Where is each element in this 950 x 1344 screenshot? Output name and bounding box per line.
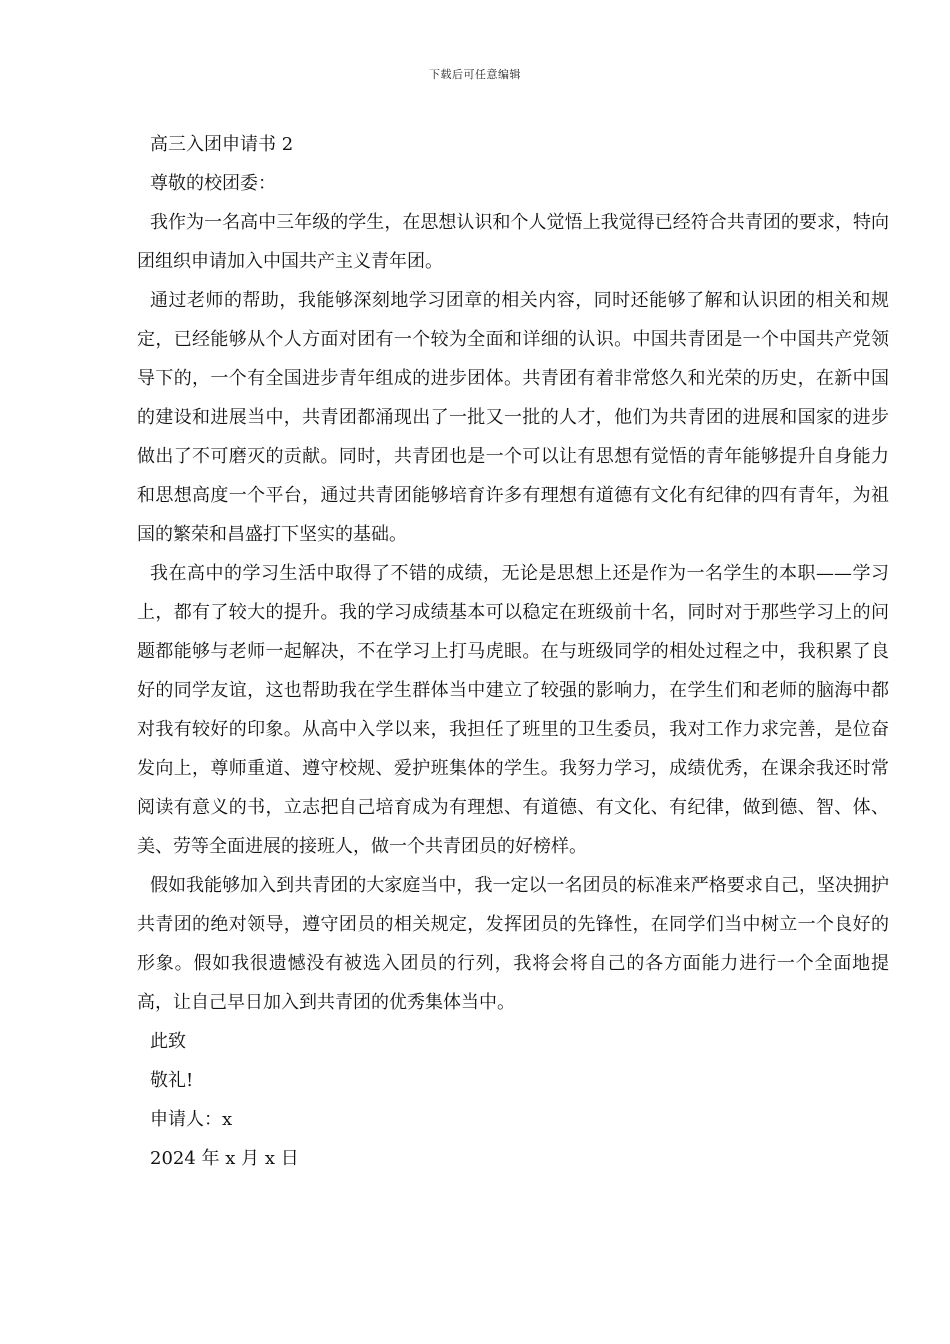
letter-closing-2: 敬礼!	[150, 1070, 194, 1091]
page-header-note: 下载后可任意编辑	[429, 68, 521, 81]
letter-closing-1: 此致	[150, 1031, 186, 1052]
letter-paragraph-4: 假如我能够加入到共青团的大家庭当中，我一定以一名团员的标准来严格要求自己，坚决拥护共青团的绝对领导，遵守团员的相关规定，发挥团员的先锋性，在同学们当中树立一个良好的形象。假如我很遗憾没有被选入团员的行列，我将会将自己的各方面能力进行一个全面地提高，让自己早日加入到共青团的优秀集体当中。	[137, 875, 889, 1013]
letter-body	[137, 125, 889, 1178]
letter-paragraph-1: 我作为一名高中三年级的学生，在思想认识和个人觉悟上我觉得已经符合共青团的要求，特向团组织申请加入中国共产主义青年团。	[137, 212, 889, 272]
letter-paragraph-3: 我在高中的学习生活中取得了不错的成绩，无论是思想上还是作为一名学生的本职——学习上，都有了较大的提升。我的学习成绩基本可以稳定在班级前十名，同时对于那些学习上的问题都能够与老师一起解决，不在学习上打马虎眼。在与班级同学的相处过程之中，我积累了良好的同学友谊，这也帮助我在学生群体当中建立了较强的影响力，在学生们和老师的脑海中都对我有较好的印象。从高中入学以来，我担任了班里的卫生委员，我对工作力求完善，是位奋发向上，尊师重道、遵守校规、爱护班集体的学生。我努力学习，成绩优秀，在课余我还时常阅读有意义的书，立志把自己培育成为有理想、有道德、有文化、有纪律，做到德、智、体、美、劳等全面进展的接班人，做一个共青团员的好榜样。	[137, 563, 889, 857]
letter-salutation: 尊敬的校团委：	[150, 173, 276, 194]
letter-date: 2024 年 x 月 x 日	[150, 1148, 299, 1169]
letter-paragraph-2: 通过老师的帮助，我能够深刻地学习团章的相关内容，同时还能够了解和认识团的相关和规定，已经能够从个人方面对团有一个较为全面和详细的认识。中国共青团是一个中国共产党领导下的，一个有全国进步青年组成的进步团体。共青团有着非常悠久和光荣的历史，在新中国的建设和进展当中，共青团都涌现出了一批又一批的人才，他们为共青团的进展和国家的进步做出了不可磨灭的贡献。同时，共青团也是一个可以让有思想有觉悟的青年能够提升自身能力和思想高度一个平台，通过共青团能够培育许多有理想有道德有文化有纪律的四有青年，为祖国的繁荣和昌盛打下坚实的基础。	[137, 290, 889, 545]
letter-title: 高三入团申请书 2	[150, 134, 294, 155]
letter-applicant: 申请人：x	[150, 1109, 233, 1130]
